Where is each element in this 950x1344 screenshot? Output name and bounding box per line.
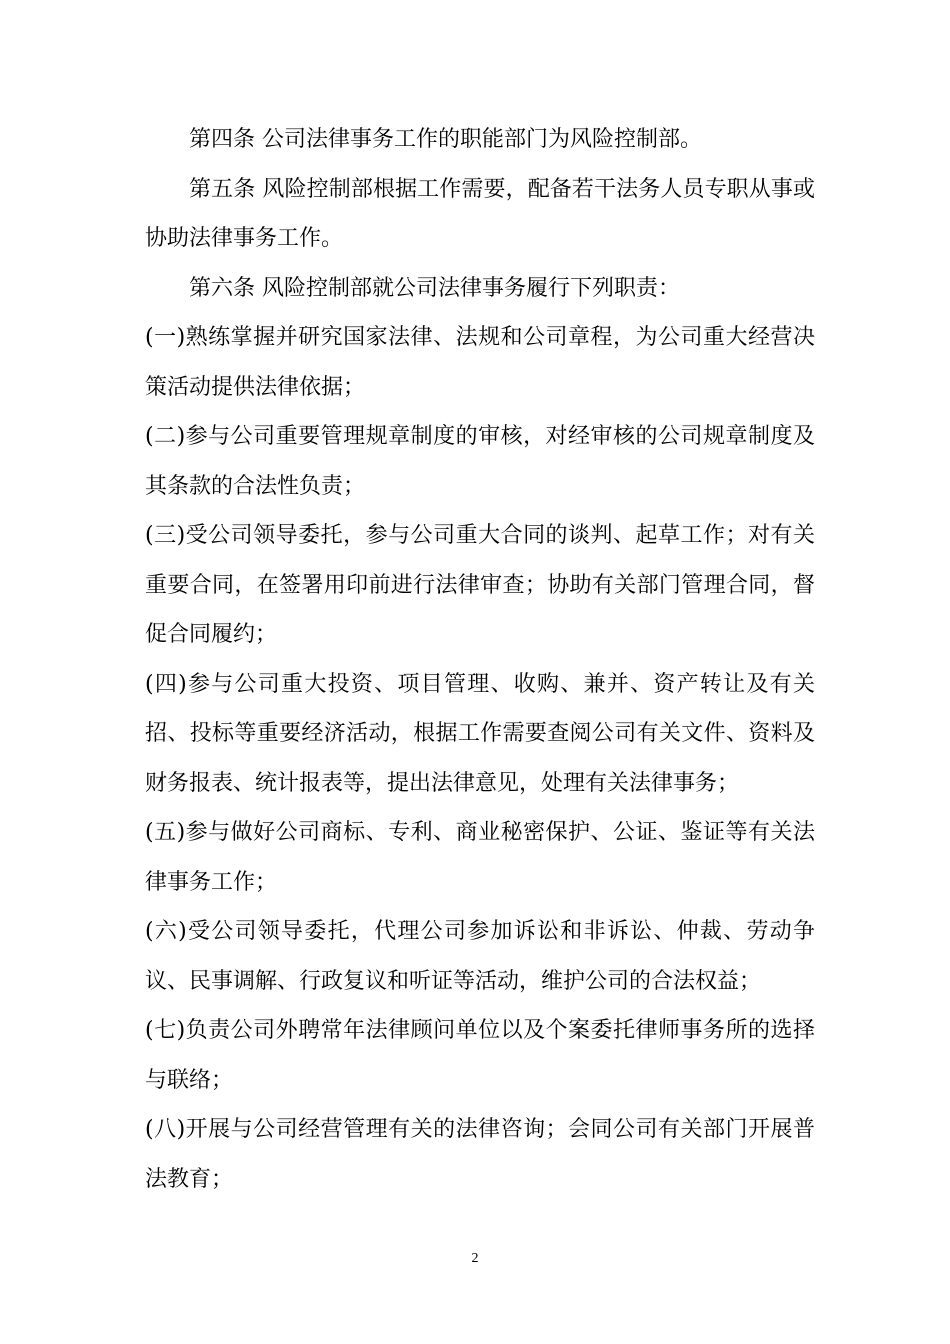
document-body [145,115,815,1204]
page-number: 2 [471,1251,479,1266]
duty-item-5: (五)参与做好公司商标、专利、商业秘密保护、公证、鉴证等有关法律事务工作； [145,820,815,895]
duty-item-8: (八)开展与公司经营管理有关的法律咨询；会同公司有关部门开展普法教育； [145,1117,815,1192]
article-5-paragraph: 第五条 风险控制部根据工作需要，配备若干法务人员专职从事或协助法律事务工作。 [145,176,815,251]
duty-item-2: (二)参与公司重要管理规章制度的审核，对经审核的公司规章制度及其条款的合法性负责； [145,424,815,499]
duty-item-3: (三)受公司领导委托，参与公司重大合同的谈判、起草工作；对有关重要合同，在签署用印前进行法律审查；协助有关部门管理合同，督促合同履约； [145,523,815,647]
duty-item-6: (六)受公司领导委托，代理公司参加诉讼和非诉讼、仲裁、劳动争议、民事调解、行政复议和听证等活动，维护公司的合法权益； [145,919,815,994]
duty-item-1: (一)熟练掌握并研究国家法律、法规和公司章程，为公司重大经营决策活动提供法律依据； [145,325,815,400]
article-4-paragraph: 第四条 公司法律事务工作的职能部门为风险控制部。 [189,127,702,152]
duty-item-4: (四)参与公司重大投资、项目管理、收购、兼并、资产转让及有关招、投标等重要经济活动，根据工作需要查阅公司有关文件、资料及财务报表、统计报表等，提出法律意见，处理有关法律事务； [145,671,815,796]
article-6-paragraph: 第六条 风险控制部就公司法律事务履行下列职责： [189,275,680,301]
duty-item-7: (七)负责公司外聘常年法律顾问单位以及个案委托律师事务所的选择与联络； [145,1018,815,1093]
